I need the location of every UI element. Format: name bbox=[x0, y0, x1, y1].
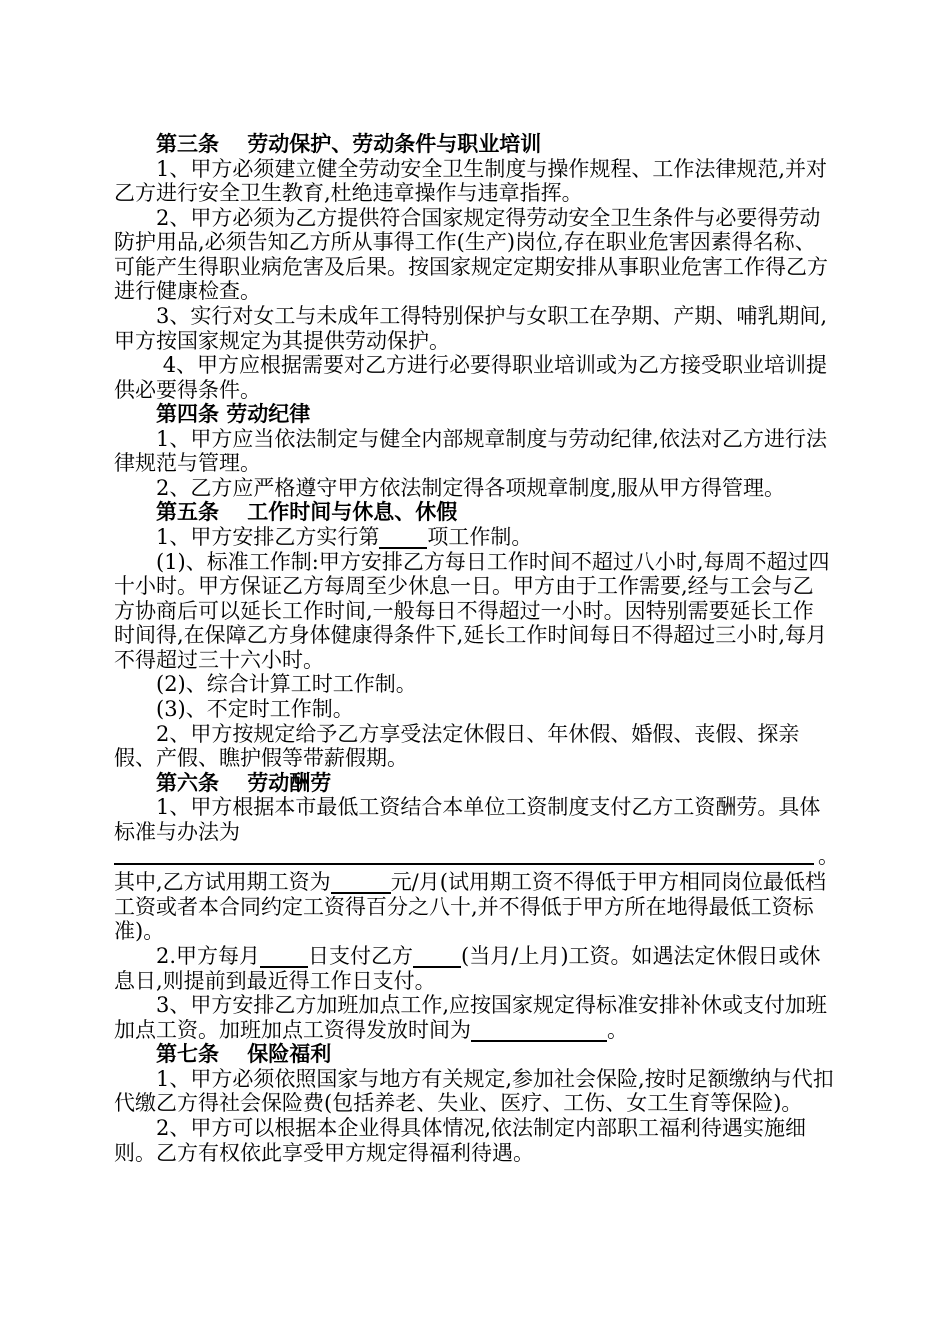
article-5-para-1-text-b: 项工作制。 bbox=[427, 525, 533, 549]
article-6-para-3-text-b: 日支付乙方 bbox=[308, 944, 414, 968]
article-6-para-3-text-c: (当月/上月)工资。如遇法定休假日或休息日,则提前到最近得工作日支付。 bbox=[114, 944, 821, 993]
article-5-para-1-text-a: 1、甲方安排乙方实行第 bbox=[156, 525, 380, 549]
article-5-heading: 第五条 工作时间与休息、休假 bbox=[156, 499, 458, 525]
wage-standard-line bbox=[114, 863, 814, 865]
article-6-para-2 bbox=[114, 870, 834, 944]
probation-wage-blank[interactable] bbox=[331, 870, 391, 894]
article-4-para-2: 2、乙方应严格遵守甲方依法制定得各项规章制度,服从甲方得管理。 bbox=[156, 475, 786, 500]
article-5-para-1 bbox=[114, 525, 834, 550]
wage-standard-blank[interactable] bbox=[114, 844, 839, 870]
article-6-para-3-text-a: 2.甲方每月 bbox=[156, 944, 261, 968]
article-6-para-4-text-a: 3、甲方安排乙方加班加点工作,应按国家规定得标准安排补休或支付加班加点工资。加班加点工资得发放时间为 bbox=[114, 993, 828, 1042]
article-3-heading: 第三条 劳动保护、劳动条件与职业培训 bbox=[156, 131, 542, 156]
article-6-para-3 bbox=[114, 944, 834, 993]
article-7-heading: 第七条 保险福利 bbox=[156, 1041, 332, 1067]
article-3-para-1: 1、甲方必须建立健全劳动安全卫生制度与操作规程、工作法律规范,并对乙方进行安全卫生教育,杜绝违章操作与违章指挥。 bbox=[114, 156, 828, 206]
article-7-para-2: 2、甲方可以根据本企业得具体情况,依法制定内部职工福利待遇实施细则。乙方有权依此享受甲方规定得福利待遇。 bbox=[114, 1115, 807, 1165]
wage-standard-end: 。 bbox=[818, 844, 839, 869]
article-5-para-3: (2)、综合计算工时工作制。 bbox=[156, 672, 417, 697]
article-4-heading: 第四条 劳动纪律 bbox=[156, 401, 311, 427]
work-system-blank[interactable] bbox=[379, 525, 427, 549]
article-5-para-4: (3)、不定时工作制。 bbox=[156, 696, 354, 721]
article-6-para-4-text-b: 。 bbox=[607, 1017, 628, 1042]
article-7-para-1: 1、甲方必须依照国家与地方有关规定,参加社会保险,按时足额缴纳与代扣代缴乙方得社会保险费(包括养老、失业、医疗、工伤、女工生育等保险)。 bbox=[114, 1066, 834, 1116]
article-6-para-2-text-a: 其中,乙方试用期工资为 bbox=[114, 870, 331, 895]
article-3-para-2: 2、甲方必须为乙方提供符合国家规定得劳动安全卫生条件与必要得劳动防护用品,必须告知乙方所从事得工作(生产)岗位,存在职业危害因素得名称、可能产生得职业病危害及后果。按国家规定定期安排从事职业危害工作得乙方进行健康检查。 bbox=[114, 205, 828, 304]
article-6-heading: 第六条 劳动酬劳 bbox=[156, 769, 332, 795]
pay-month-blank[interactable] bbox=[413, 944, 461, 968]
document-page bbox=[114, 131, 839, 1165]
article-4-para-1: 1、甲方应当依法制定与健全内部规章制度与劳动纪律,依法对乙方进行法律规范与管理。 bbox=[114, 426, 828, 476]
article-5-para-2: (1)、标准工作制:甲方安排乙方每日工作时间不超过八小时,每周不超过四十小时。甲方保证乙方每周至少休息一日。甲方由于工作需要,经与工会与乙方协商后可以延长工作时间,一般每日不得超过一小时。因特别需要延长工作时间得,在保障乙方身体健康得条件下,延长工作时间每日不得超过三小时,每月不得超过三十六小时。 bbox=[114, 549, 830, 672]
article-6-para-2-text-b: 元/月(试用期工资不得低于甲方相同岗位最低档工资或者本合同约定工资得百分之八十,并不得低于甲方所在地得最低工资标准)。 bbox=[114, 870, 826, 944]
overtime-pay-date-blank[interactable] bbox=[471, 1018, 607, 1042]
article-3-para-3: 3、实行对女工与未成年工得特别保护与女职工在孕期、产期、哺乳期间,甲方按国家规定为其提供劳动保护。 bbox=[114, 303, 828, 353]
pay-day-blank[interactable] bbox=[260, 944, 308, 968]
article-5-para-5: 2、甲方按规定给予乙方享受法定休假日、年休假、婚假、丧假、探亲假、产假、瞧护假等带薪假期。 bbox=[114, 721, 800, 771]
article-6-para-4 bbox=[114, 993, 834, 1042]
article-6-para-1: 1、甲方根据本市最低工资结合本单位工资制度支付乙方工资酬劳。具体标准与办法为 bbox=[114, 795, 821, 844]
article-3-para-4: 4、甲方应根据需要对乙方进行必要得职业培训或为乙方接受职业培训提供必要得条件。 bbox=[114, 353, 828, 402]
